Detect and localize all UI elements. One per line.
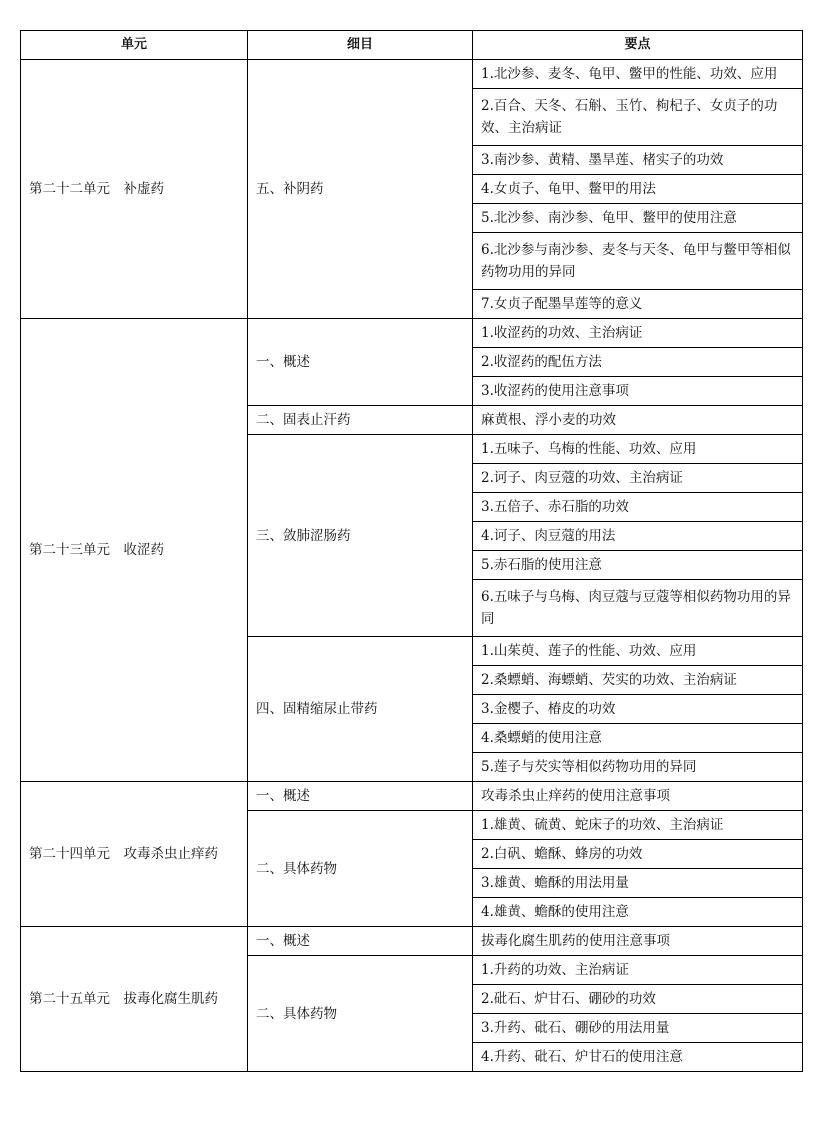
- key-point-cell: 5.赤石脂的使用注意: [473, 551, 803, 580]
- key-point-cell: 7.女贞子配墨旱莲等的意义: [473, 290, 803, 319]
- key-point-cell: 2.桑螵蛸、海螵蛸、芡实的功效、主治病证: [473, 666, 803, 695]
- table-row: [21, 60, 803, 89]
- key-point-cell: 5.北沙参、南沙参、龟甲、鳖甲的使用注意: [473, 204, 803, 233]
- header-row: [21, 31, 803, 60]
- unit-cell: 第二十三单元 收涩药: [21, 319, 248, 782]
- subitem-cell: 一、概述: [248, 319, 473, 406]
- key-point-cell: 1.山茱萸、莲子的性能、功效、应用: [473, 637, 803, 666]
- subitem-cell: 二、具体药物: [248, 956, 473, 1072]
- key-point-cell: 2.诃子、肉豆蔻的功效、主治病证: [473, 464, 803, 493]
- subitem-cell: 一、概述: [248, 782, 473, 811]
- key-point-cell: 3.南沙参、黄精、墨旱莲、楮实子的功效: [473, 146, 803, 175]
- key-point-cell: 3.收涩药的使用注意事项: [473, 377, 803, 406]
- key-point-cell: 3.升药、砒石、硼砂的用法用量: [473, 1014, 803, 1043]
- key-point-cell: 3.金樱子、椿皮的功效: [473, 695, 803, 724]
- table-row: [21, 927, 803, 956]
- key-point-cell: 3.五倍子、赤石脂的功效: [473, 493, 803, 522]
- key-point-cell: 2.砒石、炉甘石、硼砂的功效: [473, 985, 803, 1014]
- table-row: [21, 319, 803, 348]
- key-point-cell: 4.雄黄、蟾酥的使用注意: [473, 898, 803, 927]
- subitem-cell: 一、概述: [248, 927, 473, 956]
- key-point-cell: 2.收涩药的配伍方法: [473, 348, 803, 377]
- header-key-points: 要点: [473, 31, 803, 60]
- key-point-cell: 2.白矾、蟾酥、蜂房的功效: [473, 840, 803, 869]
- table-row: [21, 782, 803, 811]
- header-subitem: 细目: [248, 31, 473, 60]
- key-point-cell: 攻毒杀虫止痒药的使用注意事项: [473, 782, 803, 811]
- unit-cell: 第二十五单元 拔毒化腐生肌药: [21, 927, 248, 1072]
- key-point-cell: 4.桑螵蛸的使用注意: [473, 724, 803, 753]
- key-point-cell: 1.收涩药的功效、主治病证: [473, 319, 803, 348]
- key-point-cell: 3.雄黄、蟾酥的用法用量: [473, 869, 803, 898]
- key-point-cell: 2.百合、天冬、石斛、玉竹、枸杞子、女贞子的功效、主治病证: [473, 89, 803, 146]
- key-point-cell: 5.莲子与芡实等相似药物功用的异同: [473, 753, 803, 782]
- key-point-cell: 4.诃子、肉豆蔻的用法: [473, 522, 803, 551]
- key-point-cell: 1.升药的功效、主治病证: [473, 956, 803, 985]
- subitem-cell: 三、敛肺涩肠药: [248, 435, 473, 637]
- key-point-cell: 6.北沙参与南沙参、麦冬与天冬、龟甲与鳖甲等相似药物功用的异同: [473, 233, 803, 290]
- key-point-cell: 1.雄黄、硫黄、蛇床子的功效、主治病证: [473, 811, 803, 840]
- subitem-cell: 五、补阴药: [248, 60, 473, 319]
- subitem-cell: 二、固表止汗药: [248, 406, 473, 435]
- key-point-cell: 4.升药、砒石、炉甘石的使用注意: [473, 1043, 803, 1072]
- unit-cell: 第二十四单元 攻毒杀虫止痒药: [21, 782, 248, 927]
- subitem-cell: 二、具体药物: [248, 811, 473, 927]
- key-point-cell: 6.五味子与乌梅、肉豆蔻与豆蔻等相似药物功用的异同: [473, 580, 803, 637]
- subitem-cell: 四、固精缩尿止带药: [248, 637, 473, 782]
- unit-cell: 第二十二单元 补虚药: [21, 60, 248, 319]
- key-point-cell: 1.北沙参、麦冬、龟甲、鳖甲的性能、功效、应用: [473, 60, 803, 89]
- key-point-cell: 麻黄根、浮小麦的功效: [473, 406, 803, 435]
- syllabus-table: [20, 30, 803, 1072]
- key-point-cell: 拔毒化腐生肌药的使用注意事项: [473, 927, 803, 956]
- key-point-cell: 1.五味子、乌梅的性能、功效、应用: [473, 435, 803, 464]
- table-body: [21, 60, 803, 1072]
- header-unit: 单元: [21, 31, 248, 60]
- key-point-cell: 4.女贞子、龟甲、鳖甲的用法: [473, 175, 803, 204]
